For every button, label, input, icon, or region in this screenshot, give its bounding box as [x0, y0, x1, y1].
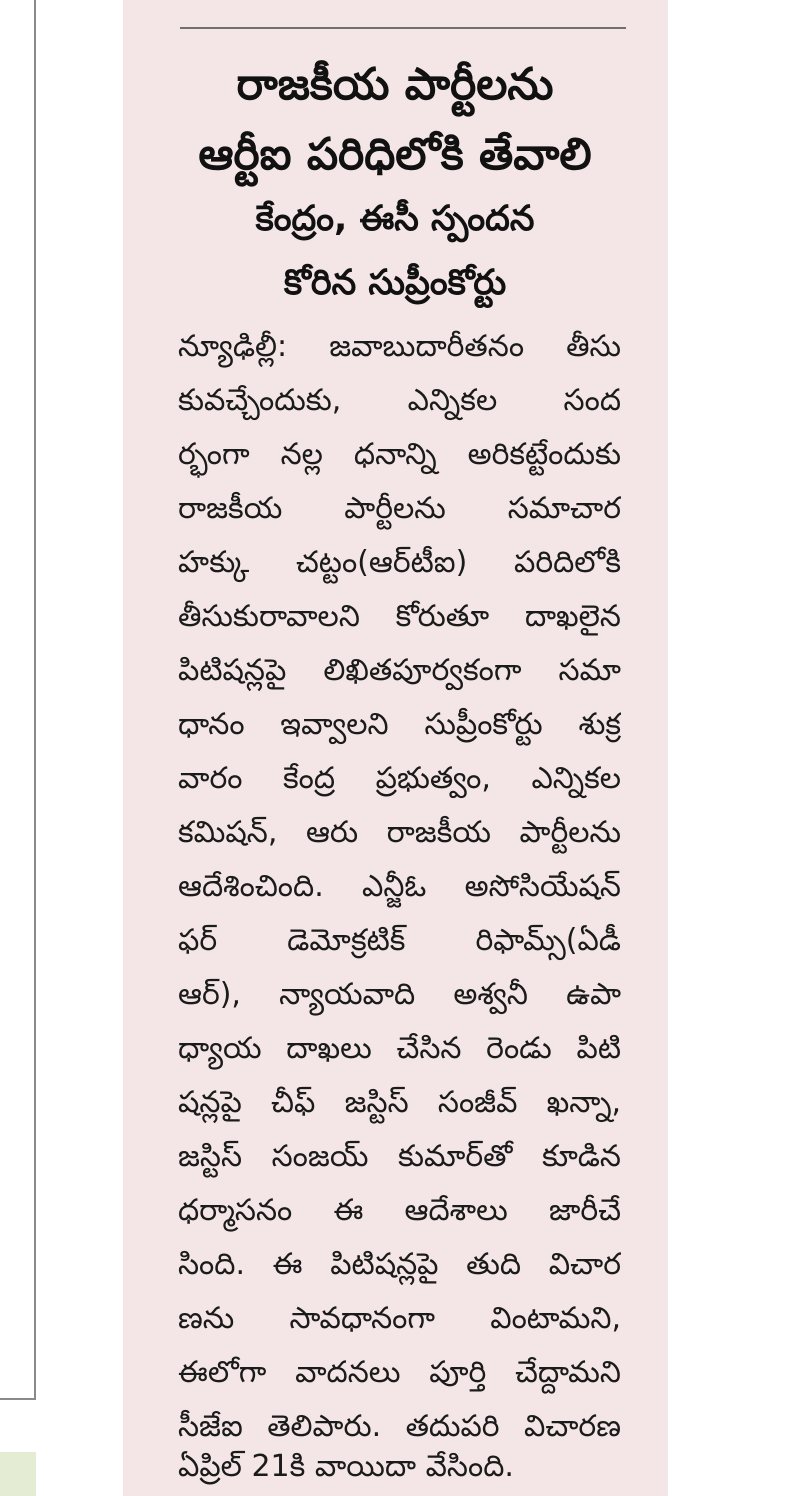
body-line: కువచ్చేందుకు, ఎన్నికల సంద: [178, 383, 621, 418]
body-line: ఈలోగా వాదనలు పూర్తి చేద్దామని: [178, 1355, 621, 1390]
adjacent-column-fragment: [0, 1452, 36, 1496]
body-line: షన్లపై చీఫ్ జస్టిస్ సంజీవ్ ఖన్నా,: [178, 1085, 621, 1120]
body-line: ణను సావధానంగా వింటామని,: [178, 1301, 621, 1336]
subheadline-line-1: కేంద్రం, ఈసీ స్పందన: [255, 199, 535, 239]
body-line: కమిషన్, ఆరు రాజకీయ పార్టీలను: [178, 815, 621, 850]
body-line: ధానం ఇవ్వాలని సుప్రీంకోర్టు శుక్ర: [178, 707, 621, 742]
body-line: ఫర్ డెమోక్రటిక్ రిఫామ్స్(ఏడీ: [178, 923, 621, 958]
body-line: రాజకీయ పార్టీలను సమాచార: [178, 491, 621, 526]
headline-line-2: ఆర్టీఐ పరిధిలోకి తేవాలి: [198, 129, 592, 180]
headline-line-1: రాజకీయ పార్టీలను: [236, 59, 554, 110]
body-line: సీజేఐ తెలిపారు. తదుపరి విచారణ: [178, 1409, 621, 1444]
body-line: ఆదేశించింది. ఎన్జీఓ అసోసియేషన్: [178, 869, 621, 904]
body-line: న్యూఢిల్లీ: జవాబుదారీతనం తీసు: [178, 329, 621, 364]
body-line: హక్కు చట్టం(ఆర్‌టీఐ) పరిదిలోకి: [178, 545, 621, 580]
body-line: జస్టిస్ సంజయ్ కుమార్‌తో కూడిన: [178, 1139, 621, 1174]
top-divider: [180, 27, 626, 29]
body-line: పిటిషన్లపై లిఖితపూర్వకంగా సమా: [178, 653, 621, 688]
left-column-border: [34, 0, 36, 1400]
subheadline-line-2: కోరిన సుప్రీంకోర్టు: [283, 263, 507, 303]
body-line: వారం కేంద్ర ప్రభుత్వం, ఎన్నికల: [178, 761, 621, 796]
body-line-last: ఏప్రిల్ 21కి వాయిదా వేసింది.: [178, 1449, 514, 1484]
body-line: తీసుకురావాలని కోరుతూ దాఖలైన: [178, 599, 621, 634]
body-line: ధర్మాసనం ఈ ఆదేశాలు జారీచే: [178, 1193, 621, 1228]
body-line: ధ్యాయ దాఖలు చేసిన రెండు పిటి: [178, 1031, 621, 1066]
body-line: సింది. ఈ పిటిషన్లపై తుది విచార: [178, 1247, 621, 1282]
body-line: ఆర్), న్యాయవాది అశ్వనీ ఉపా: [178, 977, 621, 1012]
left-column-border-corner: [0, 1398, 36, 1400]
body-line: ర్భంగా నల్ల ధనాన్ని అరికట్టేందుకు: [178, 437, 621, 472]
